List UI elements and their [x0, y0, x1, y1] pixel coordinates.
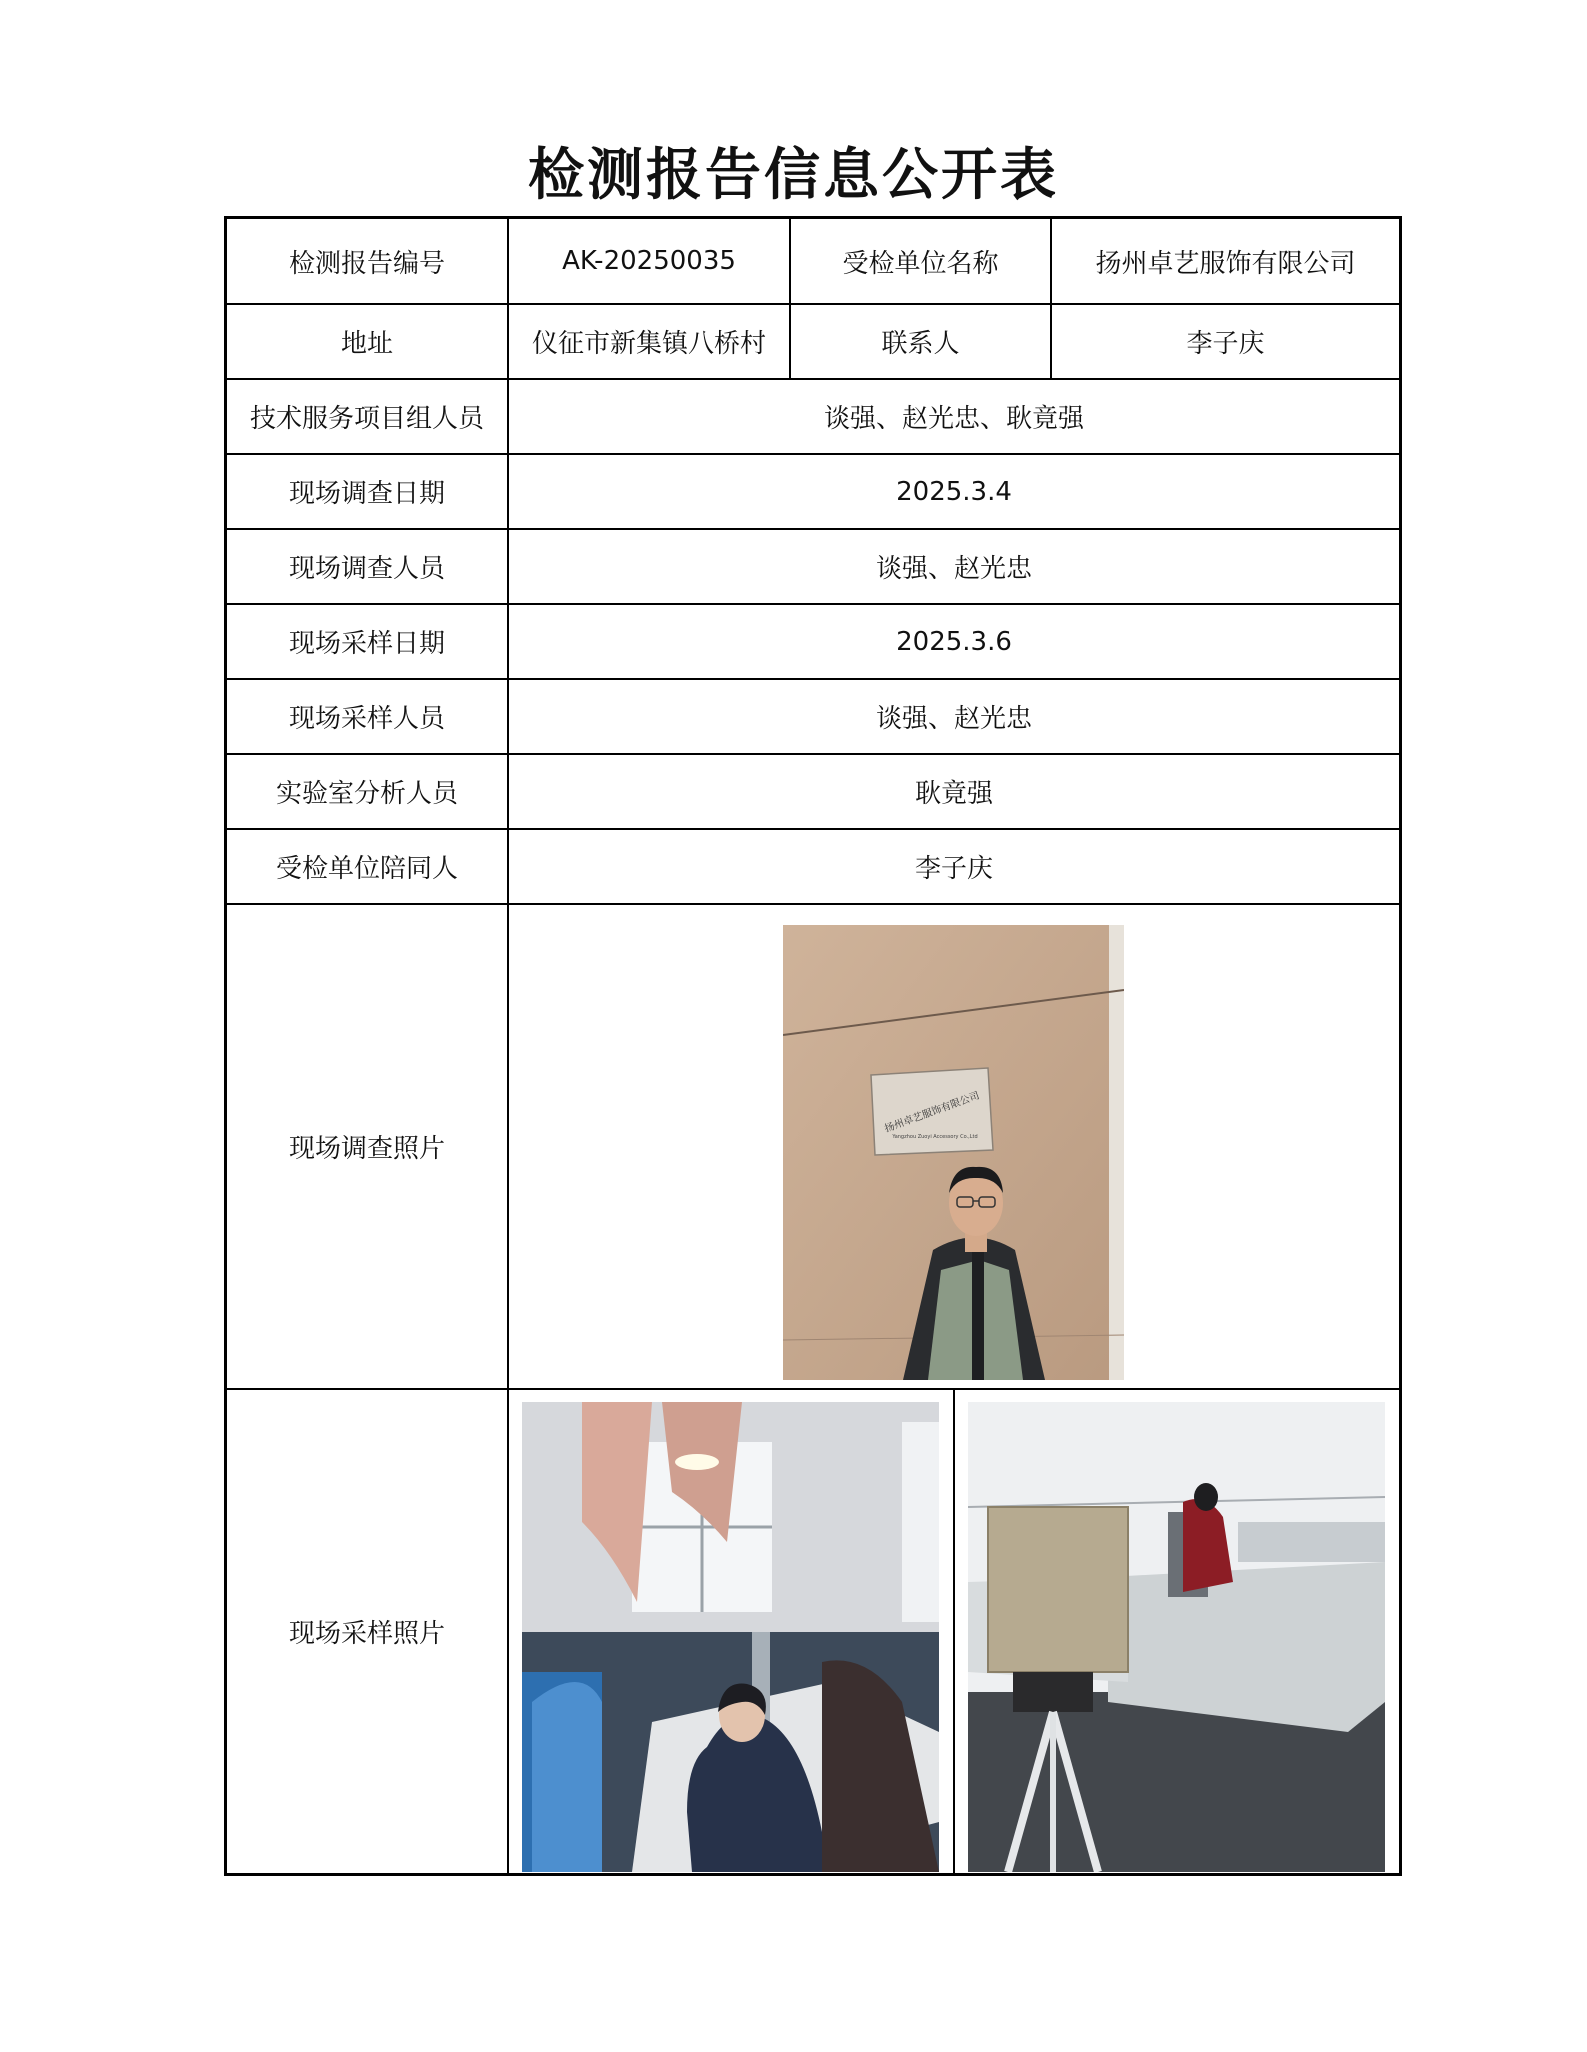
label-sampling-staff: 现场采样人员: [288, 704, 445, 734]
value-survey-date: 2025.3.4: [896, 476, 1012, 507]
label-report-no: 检测报告编号: [288, 248, 445, 279]
label-survey-staff: 现场调查人员: [288, 554, 445, 584]
value-contact: 李子庆: [1186, 329, 1265, 359]
value-unit-name: 扬州卓艺服饰有限公司: [1095, 248, 1356, 279]
sampling-photo-workshop: [522, 1402, 939, 1872]
label-escort: 受检单位陪同人: [275, 854, 458, 884]
value-sampling-staff: 谈强、赵光忠: [875, 704, 1032, 734]
label-lab-staff: 实验室分析人员: [275, 779, 458, 809]
value-escort: 李子庆: [914, 854, 993, 884]
label-address: 地址: [340, 329, 393, 359]
value-lab-staff: 耿竟强: [914, 779, 993, 809]
survey-photo: [783, 925, 1124, 1380]
report-table: [224, 216, 1402, 1876]
value-survey-staff: 谈强、赵光忠: [875, 554, 1032, 584]
label-contact: 联系人: [881, 329, 960, 359]
value-team: 谈强、赵光忠、耿竟强: [823, 404, 1084, 434]
label-unit-name: 受检单位名称: [842, 248, 999, 279]
label-sampling-date: 现场采样日期: [288, 629, 445, 659]
value-sampling-date: 2025.3.6: [896, 626, 1012, 657]
value-address: 仪征市新集镇八桥村: [531, 329, 766, 359]
col-divider: [953, 1388, 955, 1873]
page-title: 检测报告信息公开表: [528, 142, 1059, 208]
label-survey-date: 现场调查日期: [288, 479, 445, 509]
label-team: 技术服务项目组人员: [249, 404, 484, 434]
label-survey-photo: 现场调查照片: [288, 1134, 445, 1164]
sign-text: 扬州卓艺服饰有限公司: [883, 1090, 982, 1135]
value-report-no: AK-20250035: [562, 246, 736, 276]
label-sampling-photo: 现场采样照片: [288, 1619, 445, 1649]
sign-subtext: Yangzhou Zuoyi Accessory Co.,Ltd: [892, 1134, 978, 1140]
sampling-photo-cutting-room: [968, 1402, 1385, 1872]
